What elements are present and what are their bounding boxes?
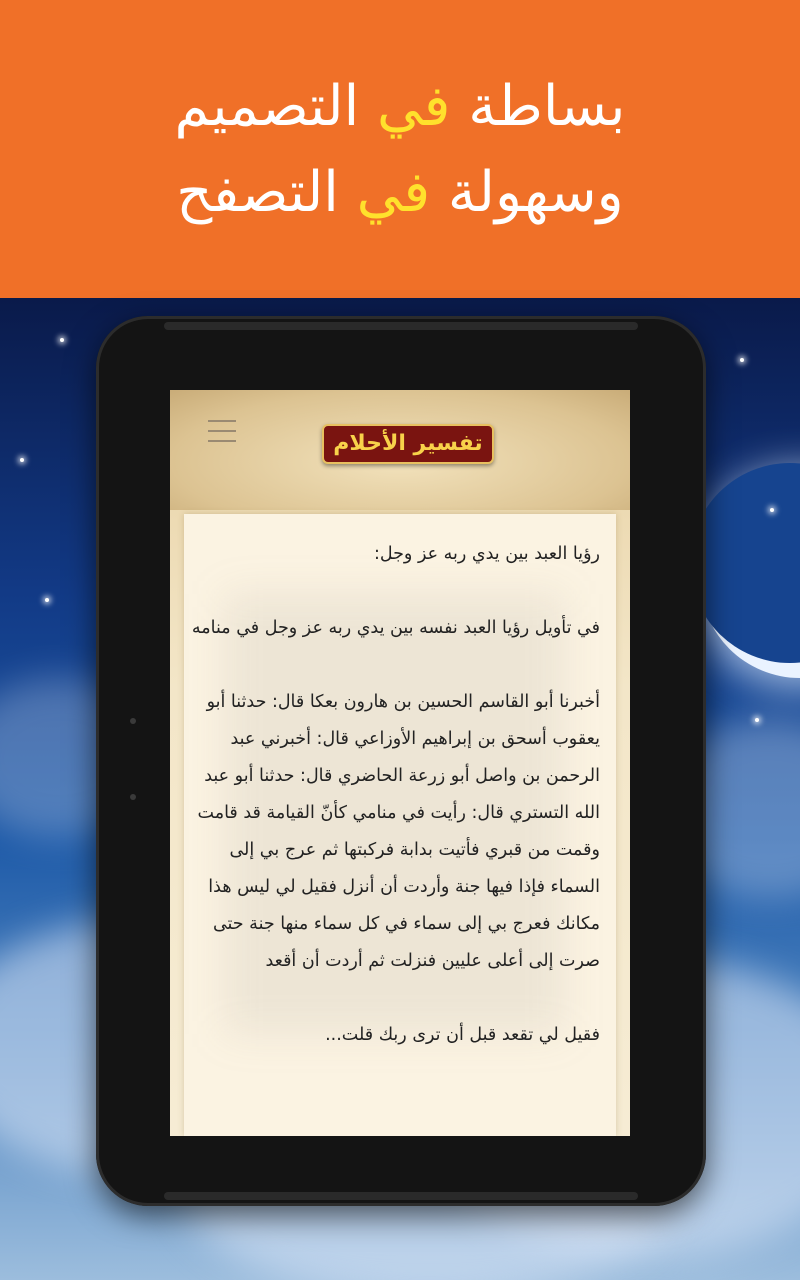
banner-text: التصفح bbox=[176, 160, 357, 225]
star-icon bbox=[20, 458, 24, 462]
star-icon bbox=[770, 508, 774, 512]
app-logo: تفسير الأحلام bbox=[322, 424, 494, 464]
star-icon bbox=[740, 358, 744, 362]
article-content[interactable] bbox=[184, 514, 616, 1136]
sensor-dot bbox=[130, 718, 136, 724]
hamburger-menu-icon[interactable] bbox=[208, 420, 236, 446]
article-text bbox=[190, 536, 600, 1054]
article-title: رؤيا العبد بين يدي ربه عز وجل: bbox=[373, 544, 600, 564]
app-screen bbox=[170, 390, 630, 1136]
moon-shadow bbox=[690, 463, 800, 663]
promo-banner bbox=[0, 0, 800, 298]
tablet-device-frame bbox=[96, 316, 706, 1206]
banner-text: وسهولة bbox=[430, 160, 624, 225]
star-icon bbox=[45, 598, 49, 602]
star-icon bbox=[60, 338, 64, 342]
star-icon bbox=[755, 718, 759, 722]
article-trailing: فقيل لي تقعد قبل أن ترى ربك قلت... bbox=[325, 1025, 600, 1045]
speaker-grille-top bbox=[164, 322, 638, 330]
speaker-grille-bottom bbox=[164, 1192, 638, 1200]
app-header bbox=[170, 390, 630, 510]
banner-text: بساطة bbox=[450, 74, 626, 139]
banner-text: التصميم bbox=[174, 74, 377, 139]
article-body: أخبرنا أبو القاسم الحسين بن هارون بعكا قال: حدثنا أبو يعقوب أسحق بن إبراهيم الأوزاعي قال: أخبرني عبد الرحمن بن واصل أبو زرعة الحاضري قال: حدثنا أبو عبد الله التستري قال: رأيت في منامي كأنّ القيامة قد قامت وقمت من قبري فأتيت بدابة فركبتها ثم عرج بي إلى السماء فإذا فيها جنة وأردت أن أنزل فقيل لي ليس هذا مكانك فعرج بي إلى سماء في كل سماء منها جنة حتى صرت إلى أعلى عليين فنزلت ثم أردت أن أقعد bbox=[197, 692, 600, 971]
banner-highlight: في bbox=[376, 74, 451, 139]
banner-headline-line2 bbox=[0, 158, 800, 228]
banner-headline-line1 bbox=[0, 72, 800, 142]
article-subtitle: في تأويل رؤيا العبد نفسه بين يدي ربه عز وجل في منامه bbox=[191, 618, 600, 638]
banner-highlight: في bbox=[356, 160, 431, 225]
sensor-dot bbox=[130, 794, 136, 800]
